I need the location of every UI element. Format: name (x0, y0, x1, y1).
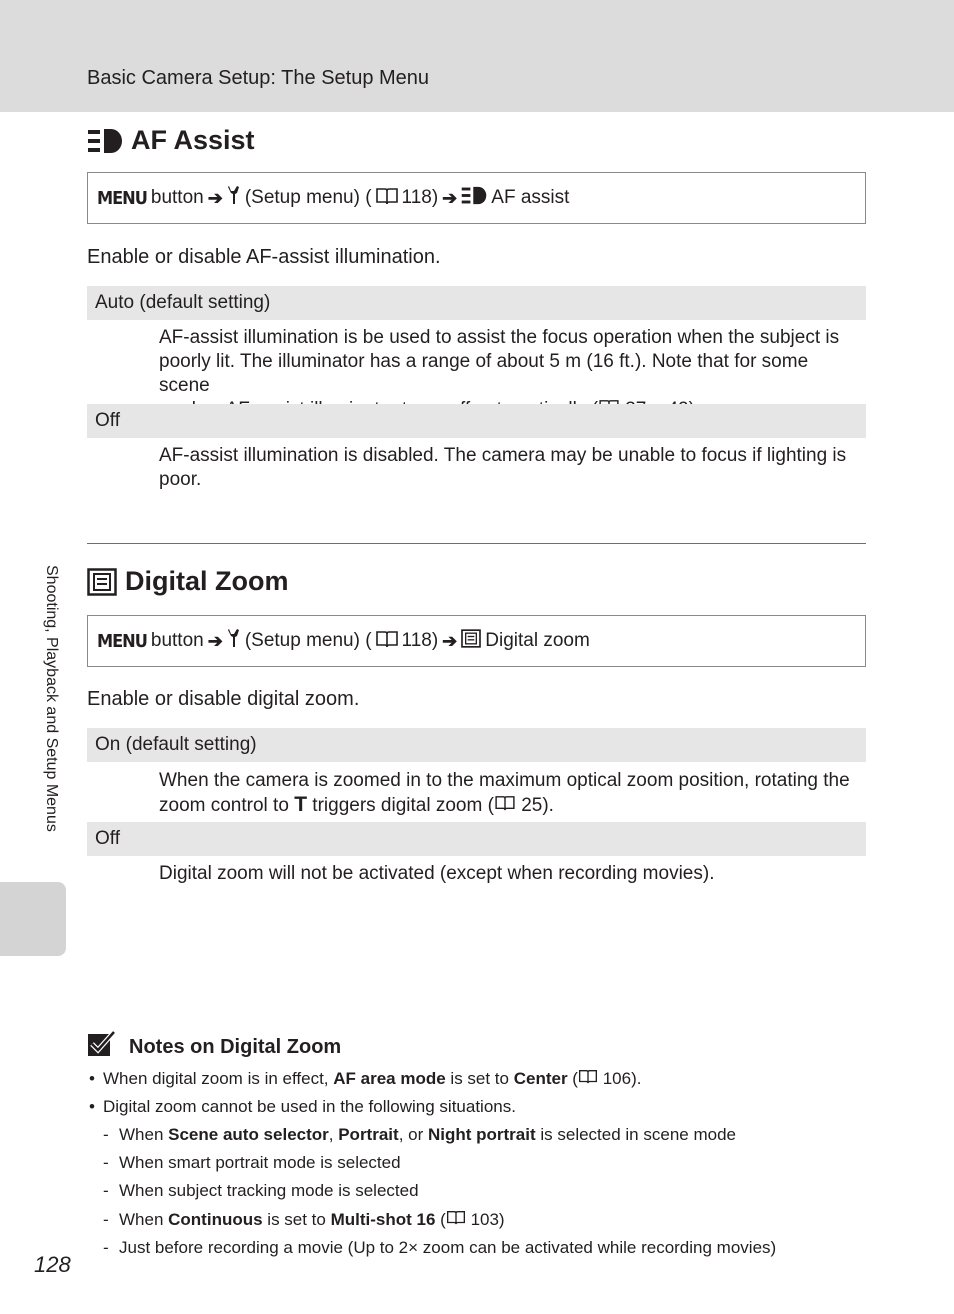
note-text: When (119, 1210, 169, 1229)
note-bold: Night portrait (427, 1125, 536, 1144)
arrow-icon: ➔ (442, 187, 458, 208)
af-assist-lamp-icon (87, 128, 123, 154)
note-bold: Multi-shot 16 (330, 1210, 436, 1229)
notes-title-text: Notes on Digital Zoom (129, 1035, 342, 1058)
digital-zoom-intro: Enable or disable digital zoom. (87, 688, 360, 710)
af-assist-menu-path (87, 172, 866, 224)
dash-marker: - (103, 1153, 109, 1172)
book-icon (494, 795, 516, 816)
header-band (0, 0, 954, 112)
desc-line: Digital zoom will not be activated (except when recording movies). (159, 863, 715, 884)
note-bold: Scene auto selector (168, 1125, 329, 1144)
book-icon (376, 630, 398, 653)
menu-button-label: MENU (97, 630, 147, 652)
digital-zoom-icon-small (461, 629, 481, 654)
note-text: When smart portrait mode is selected (119, 1153, 401, 1172)
note-dash-1 (103, 1125, 736, 1145)
desc-line: AF-assist illumination is be used to assist the focus operation when the subject is (159, 327, 840, 348)
note-text: ( (567, 1069, 578, 1088)
page-number: 128 (34, 1252, 71, 1277)
arrow-icon: ➔ (207, 187, 223, 208)
path-button-word: button (150, 630, 204, 651)
note-dash-5 (103, 1238, 776, 1258)
setup-menu-text: (Setup menu) ( (244, 187, 372, 208)
note-bold: Portrait (338, 1125, 399, 1144)
note-dash-4 (103, 1210, 505, 1230)
note-text: is set to (262, 1210, 331, 1229)
digital-zoom-heading (87, 566, 289, 597)
desc-line (159, 793, 864, 818)
note-text: , (328, 1125, 339, 1144)
note-text: 106). (602, 1069, 642, 1088)
path-ref-page: 118) (401, 187, 439, 208)
option-on-header: On (default setting) (87, 728, 866, 762)
bullet-marker: • (89, 1097, 95, 1116)
note-dash-2 (103, 1153, 401, 1173)
wrench-icon (227, 185, 241, 211)
note-text: , or (398, 1125, 428, 1144)
desc-text: zoom control to (159, 795, 289, 816)
zoom-t-icon: T (294, 793, 308, 816)
note-text: When subject tracking mode is selected (119, 1181, 419, 1200)
af-assist-heading (87, 125, 255, 156)
option-off-description (159, 862, 864, 886)
side-tab-label: Shooting, Playback and Setup Menus (43, 565, 60, 832)
note-text: 103) (470, 1210, 505, 1229)
digital-zoom-menu-path (87, 615, 866, 667)
af-assist-intro: Enable or disable AF-assist illumination. (87, 246, 441, 268)
note-bold: Center (513, 1069, 568, 1088)
desc-text: triggers digital zoom ( (312, 795, 494, 816)
option-off-header: Off (87, 404, 866, 438)
path-ref-page: 118) (401, 630, 439, 651)
note-bullet-2 (89, 1097, 516, 1117)
digital-zoom-icon (87, 568, 117, 596)
wrench-icon (227, 628, 241, 654)
side-tab-marker (0, 882, 66, 956)
setup-menu-text: (Setup menu) ( (244, 630, 372, 651)
desc-line: AF-assist illumination is disabled. The camera may be unable to focus if lighting is (159, 445, 847, 466)
desc-text: 25). (521, 795, 554, 816)
dash-marker: - (103, 1181, 109, 1200)
af-assist-title: AF Assist (131, 125, 255, 155)
arrow-icon: ➔ (207, 630, 223, 651)
desc-line: poor. (159, 469, 202, 490)
book-icon (578, 1069, 598, 1088)
note-text: is selected in scene mode (535, 1125, 736, 1144)
book-icon (376, 187, 398, 210)
desc-line: When the camera is zoomed in to the maximum optical zoom position, rotating the (159, 770, 850, 791)
digital-zoom-title: Digital Zoom (125, 566, 289, 596)
af-assist-lamp-icon-small (461, 186, 487, 211)
dash-marker: - (103, 1125, 109, 1144)
note-text: When digital zoom is in effect, (103, 1069, 334, 1088)
note-text: ( (435, 1210, 446, 1229)
dash-marker: - (103, 1210, 109, 1229)
option-on-description (159, 769, 864, 818)
section-divider (87, 543, 866, 544)
note-text: is set to (445, 1069, 514, 1088)
note-bullet-1 (89, 1069, 641, 1089)
menu-button-label: MENU (97, 187, 147, 209)
note-bold: Continuous (168, 1210, 263, 1229)
option-off-description (159, 444, 864, 492)
bullet-marker: • (89, 1069, 95, 1088)
path-target: AF assist (491, 187, 570, 208)
note-text: Just before recording a movie (Up to 2× zoom can be activated while recording movies) (119, 1238, 777, 1257)
dash-marker: - (103, 1238, 109, 1257)
path-target: Digital zoom (485, 630, 590, 651)
option-auto-header: Auto (default setting) (87, 286, 866, 320)
book-icon (446, 1210, 466, 1229)
arrow-icon: ➔ (442, 630, 458, 651)
path-button-word: button (150, 187, 204, 208)
page-header-title: Basic Camera Setup: The Setup Menu (87, 67, 430, 89)
checkmark-note-icon (87, 1030, 117, 1064)
note-bold: AF area mode (333, 1069, 446, 1088)
notes-title (87, 1030, 341, 1064)
option-off-header: Off (87, 822, 866, 856)
desc-line: poorly lit. The illuminator has a range of about 5 m (16 ft.). Note that for some scene (159, 351, 809, 396)
note-text: Digital zoom cannot be used in the following situations. (103, 1097, 516, 1116)
note-text: When (119, 1125, 169, 1144)
note-dash-3 (103, 1181, 419, 1201)
